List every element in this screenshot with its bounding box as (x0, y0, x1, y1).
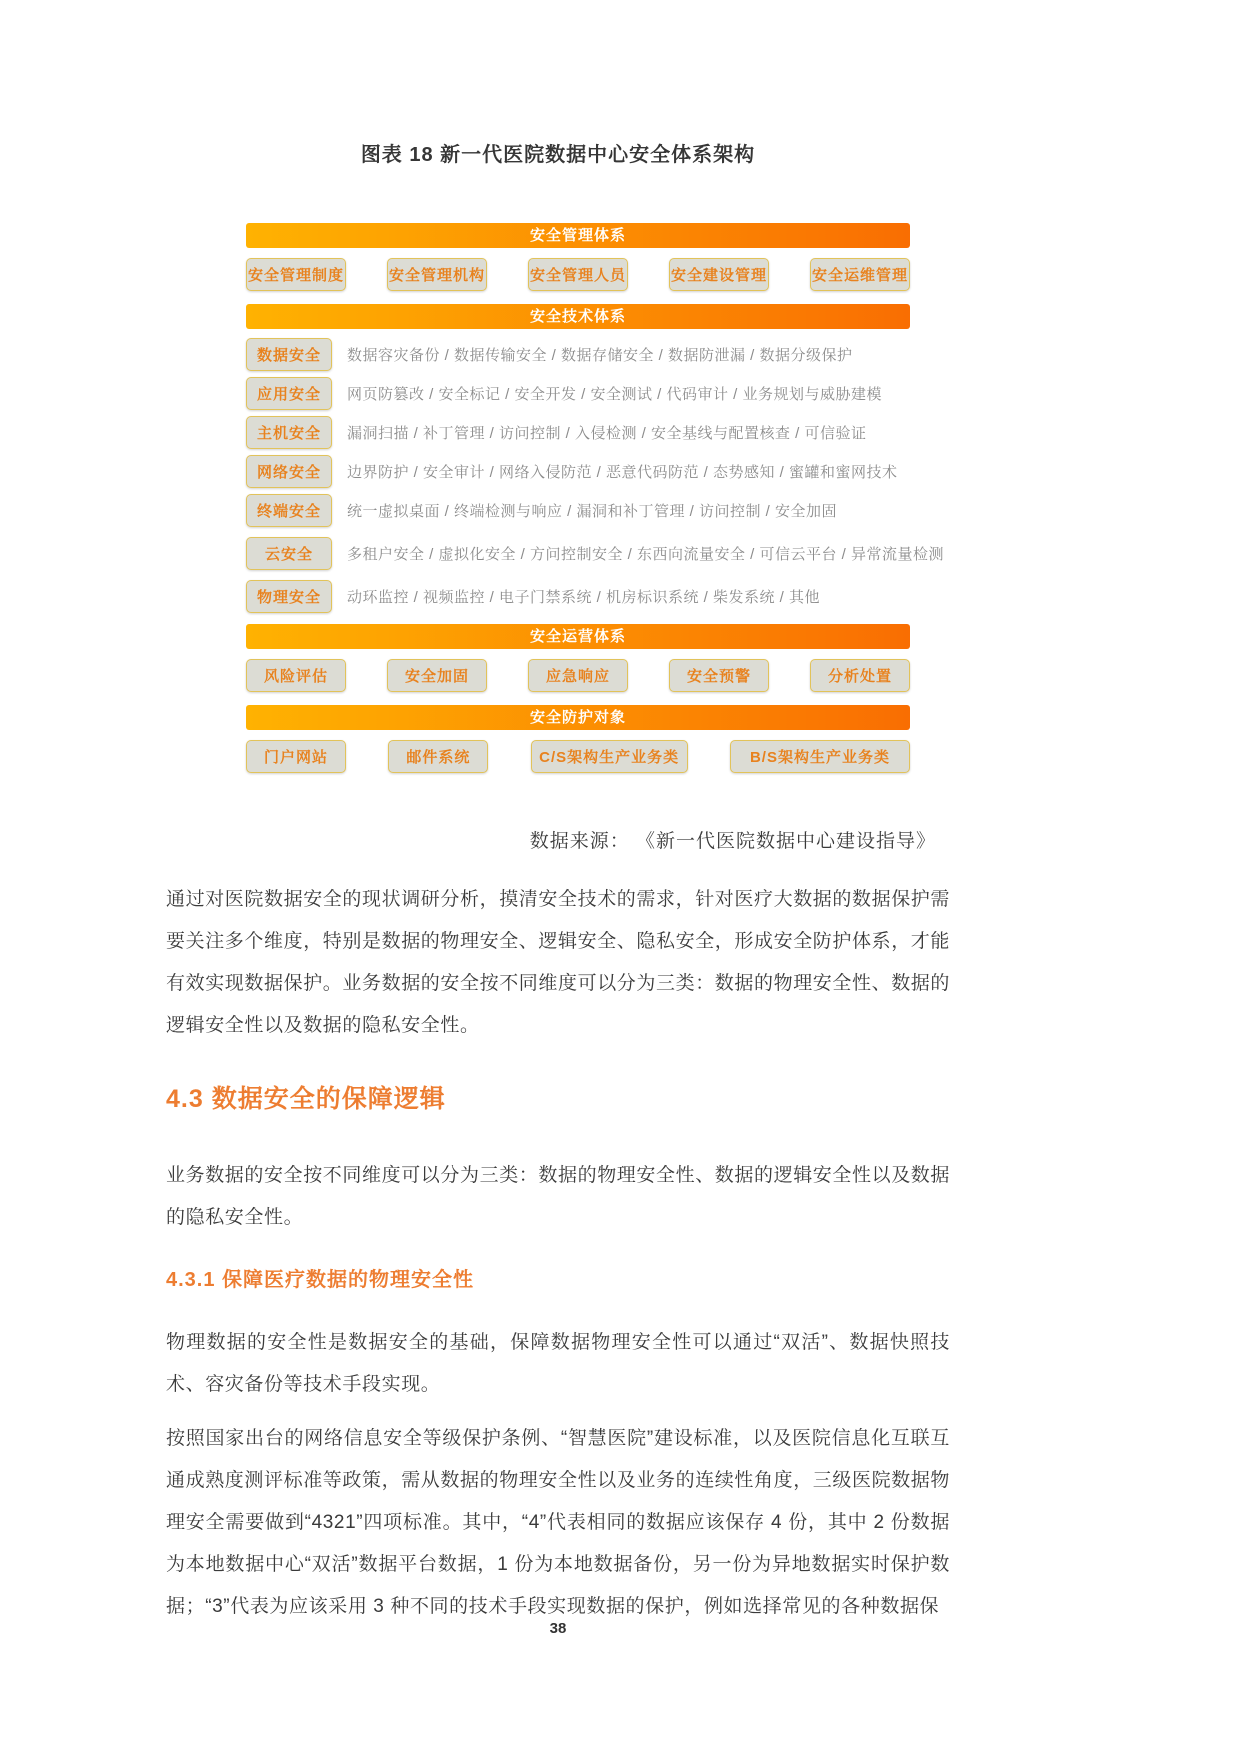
operations-box-row (246, 659, 910, 692)
tech-label-box: 云安全 (246, 537, 332, 570)
diagram-box-operations-2: 安全加固 (387, 659, 487, 692)
tech-label-box: 终端安全 (246, 494, 332, 527)
tech-label-box: 物理安全 (246, 580, 332, 613)
diagram-box-protection-1: 门户网站 (246, 740, 346, 773)
tech-row-host-security (246, 417, 910, 447)
tech-label-box: 应用安全 (246, 377, 332, 410)
tech-description: 网页防篡改 / 安全标记 / 安全开发 / 安全测试 / 代码审计 / 业务规划与威胁建模 (347, 385, 883, 403)
diagram-box-management-1: 安全管理制度 (246, 258, 346, 291)
page-number: 38 (549, 1620, 567, 1637)
section-bar-management: 安全管理体系 (246, 223, 910, 248)
diagram-box-management-5: 安全运维管理 (810, 258, 910, 291)
tech-row-terminal-security (246, 495, 910, 525)
section-bar-technology: 安全技术体系 (246, 304, 910, 329)
section-heading-4-3: 4.3 数据安全的保障逻辑 (166, 1085, 446, 1113)
diagram-box-operations-1: 风险评估 (246, 659, 346, 692)
tech-row-data-security (246, 339, 910, 369)
body-paragraph-1: 通过对医院数据安全的现状调研分析，摸清安全技术的需求，针对医疗大数据的数据保护需要关注多个维度，特别是数据的物理安全、逻辑安全、隐私安全，形成安全防护体系，才能有效实现数据保护。业务数据的安全按不同维度可以分为三类：数据的物理安全性、数据的逻辑安全性以及数据的隐私安全性。 (166, 889, 951, 1036)
subsection-heading-4-3-1: 4.3.1 保障医疗数据的物理安全性 (166, 1269, 475, 1291)
diagram-box-management-4: 安全建设管理 (669, 258, 769, 291)
diagram-box-protection-4: B/S架构生产业务类 (730, 740, 910, 773)
diagram-box-operations-3: 应急响应 (528, 659, 628, 692)
section-bar-protection: 安全防护对象 (246, 705, 910, 730)
content-column (166, 0, 950, 1628)
tech-description: 动环监控 / 视频监控 / 电子门禁系统 / 机房标识系统 / 柴发系统 / 其他 (347, 588, 821, 606)
diagram-box-operations-4: 安全预警 (669, 659, 769, 692)
diagram-box-protection-2: 邮件系统 (388, 740, 488, 773)
tech-row-physical-security (246, 581, 910, 611)
tech-description: 数据容灾备份 / 数据传输安全 / 数据存储安全 / 数据防泄漏 / 数据分级保护 (347, 346, 853, 364)
tech-label-box: 网络安全 (246, 455, 332, 488)
tech-description: 漏洞扫描 / 补丁管理 / 访问控制 / 入侵检测 / 安全基线与配置核查 / 可信验证 (347, 424, 867, 442)
management-box-row (246, 258, 910, 291)
security-architecture-diagram (246, 223, 945, 773)
body-paragraph-3: 物理数据的安全性是数据安全的基础，保障数据物理安全性可以通过“双活”、数据快照技术、容灾备份等技术手段实现。 (166, 1332, 950, 1395)
tech-row-application-security (246, 378, 910, 408)
diagram-box-management-2: 安全管理机构 (387, 258, 487, 291)
tech-row-network-security (246, 456, 910, 486)
data-source-line: 数据来源： 《新一代医院数据中心建设指导》 (529, 831, 936, 852)
tech-row-cloud-security (246, 538, 945, 568)
tech-description: 多租户安全 / 虚拟化安全 / 方问控制安全 / 东西向流量安全 / 可信云平台 / 异常流量检测 (347, 545, 945, 563)
body-paragraph-4: 按照国家出台的网络信息安全等级保护条例、“智慧医院”建设标准，以及医院信息化互联互通成熟度测评标准等政策，需从数据的物理安全性以及业务的连续性角度，三级医院数据物理安全需要做到“4321”四项标准。其中，“4”代表相同的数据应该保存 4 份，其中 2 份数据为本地数据中心“双活”数据平台数据，1 份为本地数据备份，另一份为异地数据实时保护数据；“3”代表为应该采用 3 种不同的技术手段实现数据的保护，例如选择常见的各种数据保 (166, 1428, 951, 1617)
section-bar-operations: 安全运营体系 (246, 624, 910, 649)
tech-label-box: 主机安全 (246, 416, 332, 449)
diagram-box-operations-5: 分析处置 (810, 659, 910, 692)
protection-box-row (246, 740, 910, 773)
diagram-box-protection-3: C/S架构生产业务类 (531, 740, 688, 773)
body-paragraph-2: 业务数据的安全按不同维度可以分为三类：数据的物理安全性、数据的逻辑安全性以及数据的隐私安全性。 (166, 1165, 951, 1228)
figure-title: 图表 18 新一代医院数据中心安全体系架构 (360, 144, 756, 166)
tech-description: 统一虚拟桌面 / 终端检测与响应 / 漏洞和补丁管理 / 访问控制 / 安全加固 (347, 502, 838, 520)
tech-label-box: 数据安全 (246, 338, 332, 371)
tech-description: 边界防护 / 安全审计 / 网络入侵防范 / 恶意代码防范 / 态势感知 / 蜜罐和蜜网技术 (347, 463, 898, 481)
diagram-box-management-3: 安全管理人员 (528, 258, 628, 291)
